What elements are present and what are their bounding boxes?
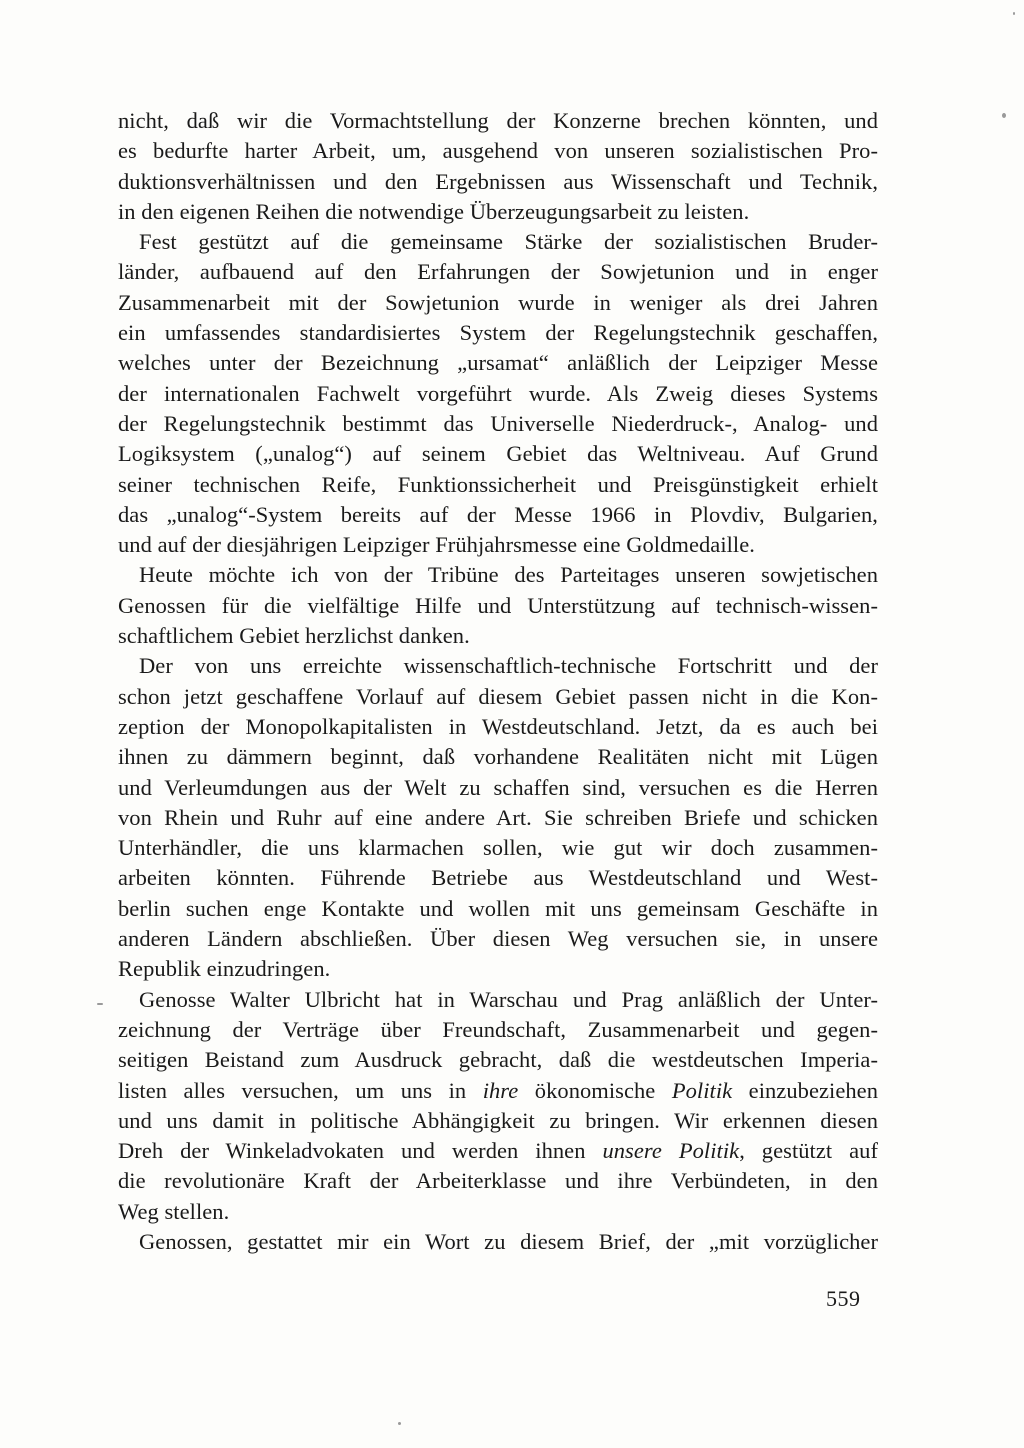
text-line: der Regelungstechnik bestimmt das Universelle Niederdruck-, Analog- und	[118, 410, 878, 436]
text-line: der internationalen Fachwelt vorgeführt wurde. Als Zweig dieses Systems	[118, 380, 878, 406]
text-line: welches unter der Bezeichnung „ursamat“ anläßlich der Leipziger Messe	[118, 350, 878, 376]
body-text	[118, 106, 878, 1257]
text-line: seiner technischen Reife, Funktionssicherheit und Preisgünstigkeit erhielt	[118, 471, 878, 497]
text-line: Genossen für die vielfältige Hilfe und Unterstützung auf technisch-wissen-	[118, 592, 878, 618]
text-line: Der von uns erreichte wissenschaftlich-technische Fortschritt und der	[139, 653, 878, 679]
scan-speck	[398, 1422, 401, 1425]
page-number: 559	[826, 1286, 861, 1311]
text-line	[118, 1076, 878, 1106]
text-line: seitigen Beistand zum Ausdruck gebracht, daß die westdeutschen Imperia-	[118, 1047, 878, 1073]
text-segment: listen alles versuchen, um uns in	[118, 1077, 483, 1103]
text-line: die revolutionäre Kraft der Arbeiterklasse und ihre Verbündeten, in den	[118, 1168, 878, 1194]
scan-speck	[1013, 12, 1015, 15]
text-line: Heute möchte ich von der Tribüne des Parteitages unseren sowjetischen	[139, 562, 878, 588]
text-line: anderen Ländern abschließen. Über diesen Weg versuchen sie, in unsere	[118, 926, 878, 952]
text-line: Unterhändler, die uns klarmachen sollen, wie gut wir doch zusammen-	[118, 835, 878, 861]
text-line: berlin suchen enge Kontakte und wollen mit uns gemeinsam Geschäfte in	[118, 895, 878, 921]
scan-speck	[1002, 113, 1006, 118]
text-line: arbeiten könnten. Führende Betriebe aus Westdeutschland und West-	[118, 865, 878, 891]
text-line: es bedurfte harter Arbeit, um, ausgehend von unseren sozialistischen Pro-	[118, 138, 878, 164]
text-line	[118, 1136, 878, 1166]
text-line: schaftlichem Gebiet herzlichst danken.	[118, 623, 470, 649]
text-line: und Verleumdungen aus der Welt zu schaffen sind, versuchen es die Herren	[118, 774, 878, 800]
text-line: Zusammenarbeit mit der Sowjetunion wurde in weniger als drei Jahren	[118, 289, 878, 315]
italic-text: unsere Politik	[602, 1138, 740, 1164]
text-line: schon jetzt geschaffene Vorlauf auf diesem Gebiet passen nicht in die Kon-	[118, 683, 878, 709]
text-segment: einzubeziehen	[732, 1077, 878, 1103]
text-line: von Rhein und Ruhr auf eine andere Art. Sie schreiben Briefe und schicken	[118, 804, 878, 830]
text-line: und auf der diesjährigen Leipziger Frühjahrsmesse eine Goldmedaille.	[118, 532, 755, 558]
text-line: zeichnung der Verträge über Freundschaft, Zusammenarbeit und gegen-	[118, 1016, 878, 1042]
text-line: in den eigenen Reihen die notwendige Überzeugungsarbeit zu leisten.	[118, 198, 750, 224]
text-segment: ökonomische	[518, 1077, 672, 1103]
text-line: Logiksystem („unalog“) auf seinem Gebiet das Weltniveau. Auf Grund	[118, 441, 878, 467]
text-line: das „unalog“-System bereits auf der Messe 1966 in Plovdiv, Bulgarien,	[118, 501, 878, 527]
text-line: Weg stellen.	[118, 1198, 230, 1224]
text-line: nicht, daß wir die Vormachtstellung der Konzerne brechen könnten, und	[118, 108, 878, 133]
text-line: Genossen, gestattet mir ein Wort zu diesem Brief, der „mit vorzüglicher	[139, 1228, 878, 1254]
italic-text: Politik	[671, 1077, 733, 1103]
text-line: duktionsverhältnissen und den Ergebnissen aus Wissenschaft und Technik,	[118, 168, 878, 194]
text-line: Genosse Walter Ulbricht hat in Warschau und Prag anläßlich der Unter-	[139, 986, 878, 1012]
text-line: zeption der Monopolkapitalisten in Westdeutschland. Jetzt, da es auch bei	[118, 713, 878, 739]
text-segment: Dreh der Winkeladvokaten und werden ihnen	[118, 1138, 603, 1164]
text-segment: , gestützt auf	[739, 1138, 878, 1164]
text-line: Fest gestützt auf die gemeinsame Stärke der sozialistischen Bruder-	[139, 229, 878, 255]
italic-text: ihre	[482, 1077, 519, 1103]
text-line: Republik einzudringen.	[118, 956, 331, 982]
scan-speck	[97, 1003, 103, 1005]
text-line: ein umfassendes standardisiertes System der Regelungstechnik geschaffen,	[118, 320, 878, 346]
text-line: und uns damit in politische Abhängigkeit zu bringen. Wir erkennen diesen	[118, 1107, 878, 1133]
text-line: ihnen zu dämmern beginnt, daß vorhandene Realitäten nicht mit Lügen	[118, 744, 878, 770]
text-line: länder, aufbauend auf den Erfahrungen der Sowjetunion und in enger	[118, 259, 878, 285]
